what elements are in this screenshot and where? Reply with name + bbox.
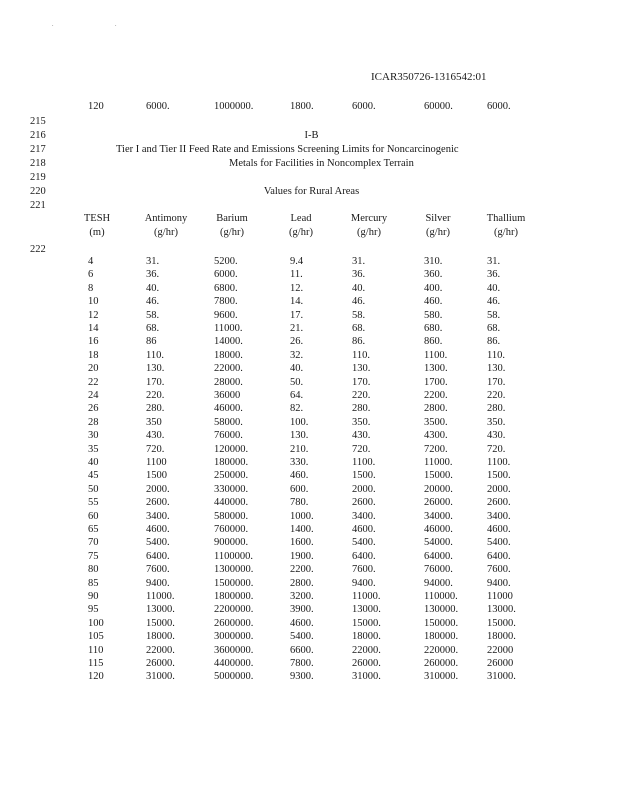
table-cell: 720.	[146, 443, 165, 455]
table-cell: 68.	[146, 323, 160, 334]
table-cell: 580000.	[214, 510, 249, 522]
table-row	[0, 296, 619, 309]
table-cell: 260000.	[424, 658, 459, 669]
table-cell: 3900.	[290, 604, 314, 616]
column-header: Lead	[290, 213, 312, 224]
table-cell: 350.	[487, 416, 506, 428]
table-row	[0, 310, 619, 323]
table-cell: 36.	[487, 269, 501, 281]
table-cell: 9400.	[352, 577, 376, 589]
line-number: 221	[30, 200, 46, 211]
table-cell: 4600.	[146, 524, 170, 535]
table-row	[0, 403, 619, 416]
table-cell: 7200.	[424, 443, 448, 455]
document-id: ICAR350726-1316542:01	[371, 71, 487, 83]
table-cell: 75	[88, 550, 99, 562]
table-cell: 130000.	[424, 604, 459, 616]
table-cell: 2800.	[424, 403, 448, 415]
table-cell: 9600.	[214, 309, 238, 321]
table-cell: 28	[88, 416, 99, 428]
table-row	[0, 645, 619, 658]
table-cell: 86.	[487, 336, 501, 348]
table-cell: 460.	[424, 296, 443, 308]
table-row	[0, 430, 619, 443]
table-cell: 20000.	[424, 483, 453, 495]
table-cell: 780.	[290, 497, 309, 509]
table-cell: 14	[88, 323, 99, 334]
table-cell: 130.	[146, 363, 165, 375]
table-cell: 15000.	[424, 470, 453, 482]
table-cell: 430.	[487, 430, 506, 442]
table-cell: 11000.	[146, 591, 175, 602]
table-cell: 55	[88, 497, 99, 509]
table-cell: 26	[88, 403, 99, 415]
table-cell: 180000.	[424, 631, 459, 643]
table-row	[0, 417, 619, 430]
table-cell: 76000.	[424, 564, 453, 576]
table-row	[0, 511, 619, 524]
table-cell: 15000.	[352, 617, 381, 629]
table-cell: 13000.	[352, 604, 381, 616]
table-row	[0, 551, 619, 564]
table-cell: 21.	[290, 323, 304, 334]
table-cell: 110	[88, 644, 104, 656]
table-cell: 1700.	[424, 376, 448, 388]
table-cell: 64000.	[424, 550, 453, 562]
table-cell: 220.	[487, 390, 506, 401]
line-number: 216	[30, 130, 46, 141]
table-cell: 2800.	[290, 577, 314, 589]
carryover-cell: 1000000.	[214, 101, 254, 112]
table-cell: 16	[88, 336, 99, 348]
table-row	[0, 658, 619, 671]
table-cell: 600.	[290, 483, 309, 495]
table-cell: 3000000.	[214, 631, 254, 643]
table-row	[0, 323, 619, 336]
table-cell: 15000.	[487, 617, 516, 629]
table-cell: 50	[88, 483, 99, 495]
table-cell: 1100.	[424, 349, 448, 361]
section-title-line2: Metals for Facilities in Noncomplex Terrain	[229, 158, 414, 169]
table-cell: 7800.	[290, 658, 314, 669]
table-row	[0, 377, 619, 390]
table-cell: 115	[88, 658, 104, 669]
table-cell: 1400.	[290, 524, 314, 535]
table-cell: 400.	[424, 282, 443, 294]
table-cell: 18000.	[146, 631, 175, 643]
table-cell: 22000.	[352, 644, 381, 656]
table-cell: 11000.	[352, 591, 381, 602]
table-row	[0, 283, 619, 296]
table-cell: 720.	[352, 443, 371, 455]
table-cell: 46.	[487, 296, 501, 308]
table-cell: 18000.	[352, 631, 381, 643]
table-cell: 580.	[424, 309, 443, 321]
table-cell: 86.	[352, 336, 366, 348]
table-cell: 36000	[214, 390, 241, 401]
table-cell: 440000.	[214, 497, 249, 509]
table-cell: 14.	[290, 296, 304, 308]
table-cell: 130.	[290, 430, 309, 442]
table-cell: 5200.	[214, 256, 238, 267]
column-header: Antimony	[144, 213, 188, 224]
table-cell: 220.	[352, 390, 371, 401]
table-cell: 4600.	[290, 617, 314, 629]
column-unit: (g/hr)	[494, 227, 518, 238]
table-cell: 2000.	[487, 483, 511, 495]
table-cell: 46000.	[214, 403, 243, 415]
table-cell: 110.	[146, 349, 164, 361]
table-cell: 11000.	[424, 457, 453, 468]
table-cell: 2200.	[424, 390, 448, 401]
table-cell: 9400.	[146, 577, 170, 589]
table-cell: 1300000.	[214, 564, 254, 576]
column-header: Thallium	[486, 213, 526, 224]
line-number: 217	[30, 144, 46, 155]
table-cell: 45	[88, 470, 99, 482]
table-cell: 18	[88, 349, 99, 361]
column-unit: (m)	[89, 227, 105, 238]
table-cell: 18000.	[487, 631, 516, 643]
column-unit: (g/hr)	[220, 227, 244, 238]
table-cell: 900000.	[214, 537, 249, 549]
table-cell: 9400.	[487, 577, 511, 589]
table-cell: 2000.	[352, 483, 376, 495]
column-header: Silver	[425, 213, 451, 224]
table-cell: 150000.	[424, 617, 459, 629]
table-cell: 250000.	[214, 470, 249, 482]
carryover-cell: 6000.	[146, 101, 170, 112]
table-cell: 220.	[146, 390, 165, 401]
table-cell: 180000.	[214, 457, 249, 468]
table-cell: 36.	[352, 269, 366, 281]
table-cell: 12.	[290, 282, 304, 294]
table-cell: 220000.	[424, 644, 459, 656]
table-cell: 40	[88, 457, 99, 468]
table-row	[0, 336, 619, 349]
table-cell: 40.	[290, 363, 304, 375]
table-cell: 100.	[290, 416, 309, 428]
table-cell: 26000	[487, 658, 514, 669]
table-cell: 350	[146, 416, 162, 428]
table-cell: 31000.	[487, 671, 516, 683]
table-cell: 3400.	[352, 510, 376, 522]
table-row	[0, 390, 619, 403]
line-number: 220	[30, 186, 46, 197]
stray-marks: . .	[52, 22, 147, 28]
carryover-cell: 6000.	[352, 101, 376, 112]
table-cell: 1500.	[487, 470, 511, 482]
table-cell: 85	[88, 577, 99, 589]
table-cell: 330.	[290, 457, 309, 468]
column-header: Mercury	[350, 213, 388, 224]
table-cell: 6400.	[352, 550, 376, 562]
table-cell: 130.	[352, 363, 371, 375]
table-cell: 1500000.	[214, 577, 254, 589]
table-cell: 6600.	[290, 644, 314, 656]
table-cell: 70	[88, 537, 99, 549]
table-cell: 90	[88, 591, 99, 602]
carryover-cell: 1800.	[290, 101, 314, 112]
table-cell: 40.	[352, 282, 366, 294]
table-cell: 4600.	[352, 524, 376, 535]
table-cell: 1100	[146, 457, 167, 468]
table-cell: 76000.	[214, 430, 243, 442]
table-cell: 46.	[352, 296, 366, 308]
carryover-row	[0, 101, 619, 114]
table-cell: 330000.	[214, 483, 249, 495]
table-row	[0, 671, 619, 684]
table-cell: 31.	[487, 256, 501, 267]
table-cell: 120	[88, 671, 104, 683]
table-row	[0, 618, 619, 631]
column-unit: (g/hr)	[426, 227, 450, 238]
table-cell: 7600.	[352, 564, 376, 576]
table-cell: 2200000.	[214, 604, 254, 616]
table-cell: 1100000.	[214, 550, 253, 562]
table-cell: 46000.	[424, 524, 453, 535]
table-cell: 46.	[146, 296, 160, 308]
table-cell: 2200.	[290, 564, 314, 576]
table-cell: 31000.	[146, 671, 175, 683]
table-cell: 310.	[424, 256, 443, 267]
table-cell: 35	[88, 443, 99, 455]
table-cell: 280.	[352, 403, 371, 415]
table-cell: 110.	[352, 349, 370, 361]
table-cell: 6400.	[146, 550, 170, 562]
table-cell: 4300.	[424, 430, 448, 442]
table-row	[0, 457, 619, 470]
table-cell: 8	[88, 282, 94, 294]
table-cell: 1800000.	[214, 591, 254, 602]
table-cell: 460.	[290, 470, 309, 482]
table-cell: 5400.	[487, 537, 511, 549]
table-cell: 2600.	[352, 497, 376, 509]
table-cell: 5000000.	[214, 671, 254, 683]
table-cell: 12	[88, 309, 99, 321]
table-cell: 360.	[424, 269, 443, 281]
table-cell: 6000.	[214, 269, 238, 281]
line-number: 219	[30, 172, 46, 183]
table-cell: 760000.	[214, 524, 249, 535]
table-cell: 210.	[290, 443, 309, 455]
table-cell: 2000.	[146, 483, 170, 495]
table-cell: 15000.	[146, 617, 175, 629]
table-cell: 1900.	[290, 550, 314, 562]
table-cell: 130.	[487, 363, 506, 375]
table-cell: 5400.	[352, 537, 376, 549]
table-cell: 58000.	[214, 416, 243, 428]
table-cell: 350.	[352, 416, 371, 428]
table-cell: 32.	[290, 349, 304, 361]
table-cell: 13000.	[146, 604, 175, 616]
table-cell: 26000.	[352, 658, 381, 669]
table-cell: 58.	[487, 309, 501, 321]
table-cell: 22	[88, 376, 99, 388]
column-unit: (g/hr)	[154, 227, 178, 238]
table-cell: 3400.	[487, 510, 511, 522]
table-row	[0, 350, 619, 363]
table-cell: 1300.	[424, 363, 448, 375]
table-cell: 14000.	[214, 336, 243, 348]
table-cell: 2600.	[487, 497, 511, 509]
table-cell: 11000	[487, 591, 513, 602]
table-cell: 68.	[352, 323, 366, 334]
table-cell: 13000.	[487, 604, 516, 616]
table-cell: 680.	[424, 323, 443, 334]
table-cell: 9300.	[290, 671, 314, 683]
table-cell: 26000.	[424, 497, 453, 509]
table-cell: 17.	[290, 309, 304, 321]
table-cell: 430.	[352, 430, 371, 442]
table-cell: 4	[88, 256, 94, 267]
table-row	[0, 631, 619, 644]
table-cell: 86	[146, 336, 157, 348]
table-cell: 5400.	[290, 631, 314, 643]
table-cell: 1000.	[290, 510, 314, 522]
table-cell: 31.	[146, 256, 160, 267]
table-cell: 31000.	[352, 671, 381, 683]
table-cell: 170.	[487, 376, 506, 388]
table-cell: 11000.	[214, 323, 243, 334]
table-row	[0, 269, 619, 282]
table-cell: 58.	[146, 309, 160, 321]
table-row	[0, 564, 619, 577]
carryover-cell: 60000.	[424, 101, 453, 112]
table-cell: 24	[88, 390, 99, 401]
table-cell: 1100.	[352, 457, 376, 468]
table-cell: 26.	[290, 336, 304, 348]
table-cell: 34000.	[424, 510, 453, 522]
table-row	[0, 497, 619, 510]
line-number: 215	[30, 116, 46, 127]
table-cell: 120000.	[214, 443, 249, 455]
table-cell: 6400.	[487, 550, 511, 562]
table-cell: 54000.	[424, 537, 453, 549]
carryover-cell: 120	[88, 101, 104, 112]
table-cell: 1500.	[352, 470, 376, 482]
line-number: 218	[30, 158, 46, 169]
table-cell: 82.	[290, 403, 304, 415]
table-cell: 3400.	[146, 510, 170, 522]
table-cell: 3500.	[424, 416, 448, 428]
table-cell: 4600.	[487, 524, 511, 535]
table-cell: 10	[88, 296, 99, 308]
table-cell: 3200.	[290, 591, 314, 602]
table-cell: 860.	[424, 336, 443, 348]
table-cell: 36.	[146, 269, 160, 281]
table-cell: 22000	[487, 644, 514, 656]
table-cell: 280.	[487, 403, 506, 415]
table-cell: 94000.	[424, 577, 453, 589]
table-cell: 50.	[290, 376, 304, 388]
table-row	[0, 363, 619, 376]
table-cell: 7600.	[487, 564, 511, 576]
table-row	[0, 470, 619, 483]
table-cell: 30	[88, 430, 99, 442]
table-cell: 95	[88, 604, 99, 616]
column-header: TESH	[83, 213, 111, 224]
section-subtitle: Values for Rural Areas	[263, 186, 360, 197]
table-cell: 110.	[487, 349, 505, 361]
table-cell: 7800.	[214, 296, 238, 308]
table-row	[0, 524, 619, 537]
table-cell: 100	[88, 617, 104, 629]
table-cell: 310000.	[424, 671, 459, 683]
table-cell: 22000.	[146, 644, 175, 656]
carryover-cell: 6000.	[487, 101, 511, 112]
table-cell: 31.	[352, 256, 366, 267]
table-cell: 80	[88, 564, 99, 576]
table-cell: 20	[88, 363, 99, 375]
table-cell: 720.	[487, 443, 506, 455]
table-cell: 430.	[146, 430, 165, 442]
table-cell: 22000.	[214, 363, 243, 375]
table-cell: 6800.	[214, 282, 238, 294]
table-cell: 1100.	[487, 457, 511, 468]
table-cell: 26000.	[146, 658, 175, 669]
table-cell: 4400000.	[214, 658, 254, 669]
table-row	[0, 444, 619, 457]
table-row	[0, 578, 619, 591]
section-title-line1: Tier I and Tier II Feed Rate and Emissions Screening Limits for Noncarcinogenic	[116, 144, 459, 155]
table-cell: 28000.	[214, 376, 243, 388]
table-cell: 105	[88, 631, 104, 643]
table-cell: 5400.	[146, 537, 170, 549]
table-cell: 2600.	[146, 497, 170, 509]
column-unit: (g/hr)	[289, 227, 313, 238]
table-cell: 3600000.	[214, 644, 254, 656]
table-cell: 7600.	[146, 564, 170, 576]
section-label: I-B	[304, 130, 319, 141]
column-header: Barium	[216, 213, 248, 224]
table-cell: 11.	[290, 269, 303, 281]
table-cell: 58.	[352, 309, 366, 321]
table-cell: 40.	[146, 282, 160, 294]
column-unit: (g/hr)	[357, 227, 381, 238]
table-row	[0, 604, 619, 617]
table-row	[0, 256, 619, 269]
table-cell: 170.	[146, 376, 165, 388]
table-row	[0, 591, 619, 604]
table-cell: 1600.	[290, 537, 314, 549]
table-cell: 6	[88, 269, 94, 281]
line-number: 222	[30, 244, 46, 255]
table-cell: 18000.	[214, 349, 243, 361]
table-cell: 170.	[352, 376, 371, 388]
table-cell: 9.4	[290, 256, 304, 267]
table-cell: 1500	[146, 470, 167, 482]
table-cell: 60	[88, 510, 99, 522]
table-cell: 2600000.	[214, 617, 254, 629]
table-row	[0, 537, 619, 550]
table-cell: 40.	[487, 282, 501, 294]
table-cell: 64.	[290, 390, 304, 401]
table-cell: 280.	[146, 403, 165, 415]
table-cell: 110000.	[424, 591, 458, 602]
table-cell: 65	[88, 524, 99, 535]
table-cell: 68.	[487, 323, 501, 334]
table-row	[0, 484, 619, 497]
